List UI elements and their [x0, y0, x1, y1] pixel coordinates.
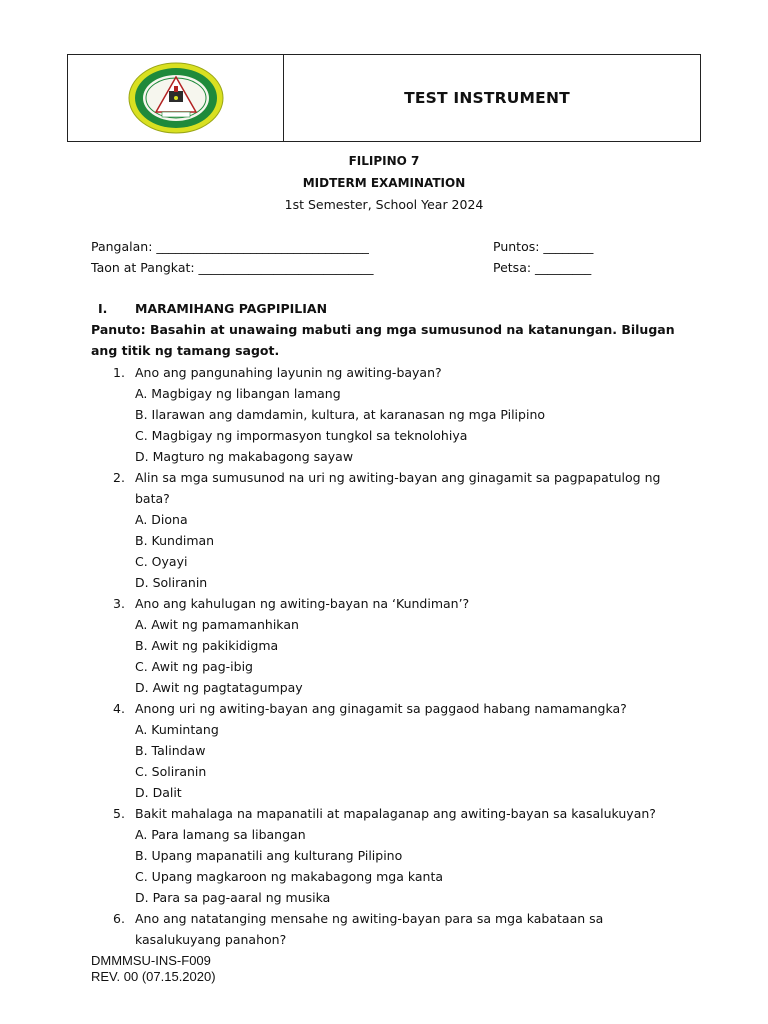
section-numeral: I.	[98, 301, 108, 316]
answer-choice[interactable]: D. Dalit	[135, 785, 182, 800]
answer-choice[interactable]: B. Talindaw	[135, 743, 206, 758]
subject-title: FILIPINO 7	[348, 154, 420, 168]
question-number: 2.	[113, 470, 125, 485]
answer-choice[interactable]: A. Kumintang	[135, 722, 219, 737]
answer-choice[interactable]: B. Ilarawan ang damdamin, kultura, at karanasan ng mga Pilipino	[135, 407, 546, 422]
logo-cell	[68, 55, 284, 141]
form-code: DMMMSU-INS-F009	[91, 953, 211, 968]
question-item	[113, 362, 693, 467]
question-list	[113, 362, 693, 950]
answer-choice[interactable]: C. Awit ng pag-ibig	[135, 659, 253, 674]
question-number: 3.	[113, 596, 125, 611]
question-line	[113, 803, 693, 824]
footer	[91, 953, 216, 985]
semester-line: 1st Semester, School Year 2024	[284, 197, 484, 212]
question-number: 1.	[113, 365, 125, 380]
answer-choice[interactable]: B. Upang mapanatili ang kulturang Pilipino	[135, 848, 403, 863]
question-text: Ano ang pangunahing layunin ng awiting-bayan?	[135, 365, 442, 380]
section-heading	[98, 301, 327, 316]
grade-section-field[interactable]: Taon at Pangkat: ____________________________	[91, 260, 374, 275]
answer-choice[interactable]: B. Kundiman	[135, 533, 215, 548]
instructions: Panuto: Basahin at unawaing mabuti ang mga sumusunod na katanungan. Bilugan ang titik ng tamang sagot.	[91, 322, 675, 358]
question-text: Anong uri ng awiting-bayan ang ginagamit sa paggaod habang namamangka?	[135, 701, 627, 716]
question-number: 4.	[113, 701, 125, 716]
answer-choice[interactable]: C. Soliranin	[135, 764, 207, 779]
question-line	[113, 593, 693, 614]
answer-choice[interactable]: A. Awit ng pamamanhikan	[135, 617, 299, 632]
answer-choice[interactable]: A. Diona	[135, 512, 188, 527]
question-line	[113, 467, 693, 509]
header-table	[67, 54, 701, 142]
name-field[interactable]: Pangalan: __________________________________	[91, 239, 369, 254]
answer-choice[interactable]: D. Awit ng pagtatagumpay	[135, 680, 303, 695]
answer-choice[interactable]: C. Upang magkaroon ng makabagong mga kanta	[135, 869, 444, 884]
answer-choice[interactable]: D. Soliranin	[135, 575, 208, 590]
answer-choice[interactable]: D. Magturo ng makabagong sayaw	[135, 449, 354, 464]
score-field[interactable]: Puntos: ________	[493, 239, 594, 254]
question-item	[113, 803, 693, 908]
answer-choice[interactable]: C. Magbigay ng impormasyon tungkol sa teknolohiya	[135, 428, 468, 443]
date-field[interactable]: Petsa: _________	[493, 260, 592, 275]
university-seal-logo	[116, 62, 236, 134]
question-text: Bakit mahalaga na mapanatili at mapalaganap ang awiting-bayan sa kasalukuyan?	[135, 806, 656, 821]
answer-choice[interactable]: A. Para lamang sa libangan	[135, 827, 306, 842]
question-item	[113, 467, 693, 593]
exam-type: MIDTERM EXAMINATION	[302, 176, 466, 190]
question-item	[113, 698, 693, 803]
section-title: MARAMIHANG PAGPIPILIAN	[135, 301, 328, 316]
question-text: Ano ang natatanging mensahe ng awiting-bayan para sa mga kabataan sa kasalukuyang panahon?	[135, 911, 604, 947]
answer-choice[interactable]: C. Oyayi	[135, 554, 188, 569]
answer-choice[interactable]: B. Awit ng pakikidigma	[135, 638, 279, 653]
question-item	[113, 908, 693, 950]
question-text: Ano ang kahulugan ng awiting-bayan na ‘Kundiman’?	[135, 596, 470, 611]
answer-choice[interactable]: A. Magbigay ng libangan lamang	[135, 386, 341, 401]
question-number: 6.	[113, 911, 125, 926]
question-line	[113, 908, 693, 950]
revision-info: REV. 00 (07.15.2020)	[91, 969, 216, 984]
question-line	[113, 698, 693, 719]
question-text: Alin sa mga sumusunod na uri ng awiting-bayan ang ginagamit sa pagpapatulog ng bata?	[135, 470, 661, 506]
document-title: TEST INSTRUMENT	[404, 89, 570, 107]
question-item	[113, 593, 693, 698]
question-line	[113, 362, 693, 383]
answer-choice[interactable]: D. Para sa pag-aaral ng musika	[135, 890, 331, 905]
question-number: 5.	[113, 806, 125, 821]
